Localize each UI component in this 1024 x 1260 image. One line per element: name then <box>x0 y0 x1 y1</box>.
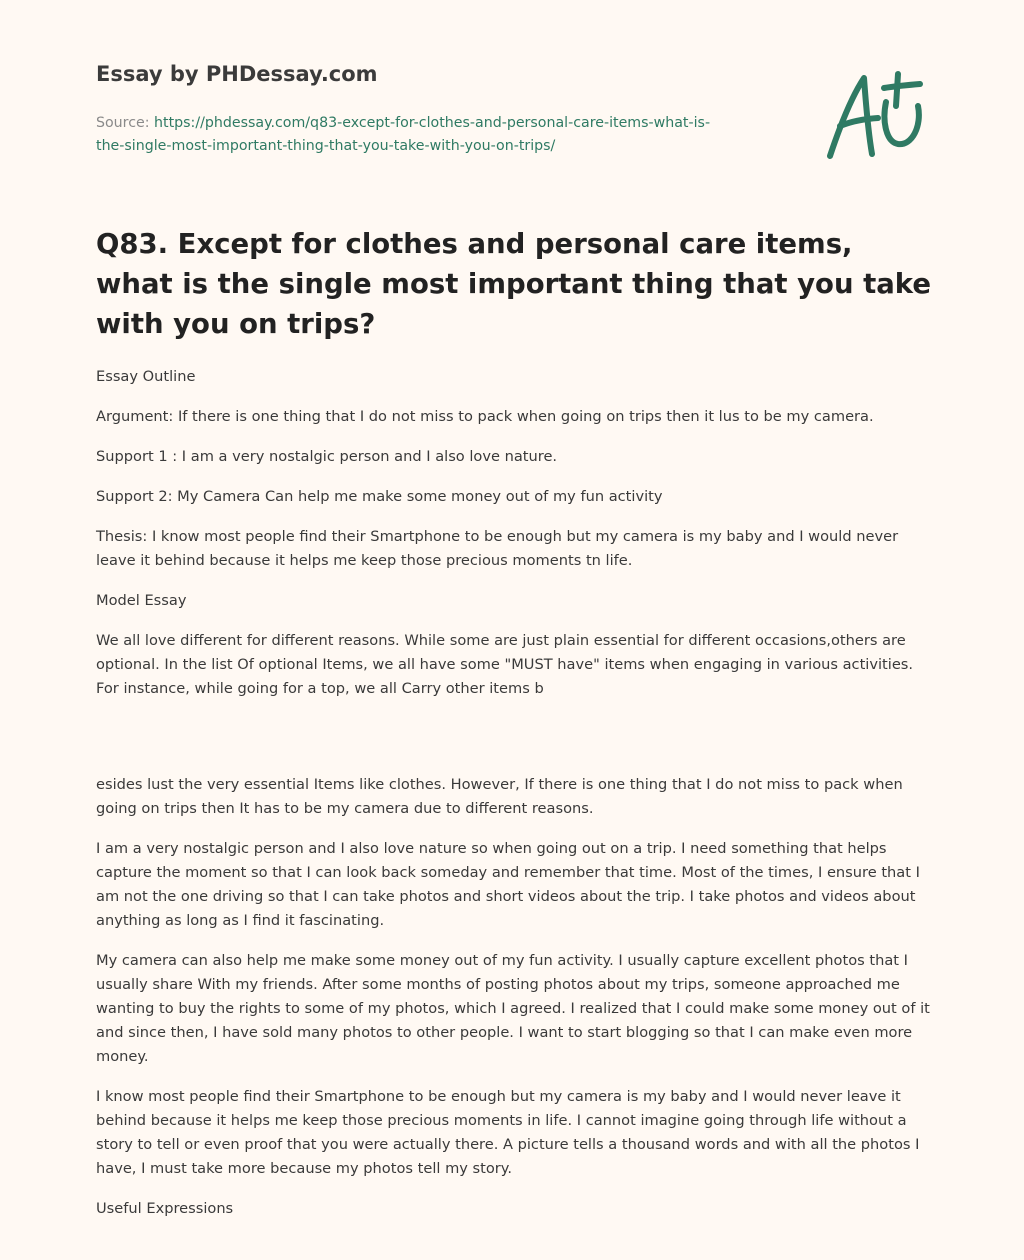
essay-paragraph-2: I am a very nostalgic person and I also love nature so when going out on a trip. I need something that helps capture the moment so that I can look back someday and remember that time. Most of the times, I ensure that I am not the one driving so that I can take photos and short videos about the trip. I take photos and videos about anything as long as I find it fascinating. <box>96 840 920 929</box>
source-line <box>96 112 796 158</box>
a-plus-grade-icon <box>822 66 930 166</box>
essay-paragraph-4: I know most people find their Smartphone to be enough but my camera is my baby and I would never leave it behind because it helps me keep those precious moments in life. I cannot imagine going through life without a story to tell or even proof that you were actually there. A picture tells a thousand words and with all the photos I have, I must take more because my photos tell my story. <box>96 1088 920 1177</box>
essay-paragraph-3: My camera can also help me make some money out of my fun activity. I usually capture excellent photos that I usually share With my friends. After some months of posting photos about my trips, someone approached me wanting to buy the rights to some of my photos, which I agreed. I realized that I could make some money out of it and since then, I have sold many photos to other people. I want to start blogging so that I can make even more money. <box>96 952 930 1065</box>
essay-paragraph-1b: esides lust the very essential Items like clothes. However, If there is one thing that I do not miss to pack when going on trips then It has to be my camera due to different reasons. <box>96 776 903 817</box>
page-break-gap <box>96 717 931 773</box>
outline-heading: Essay Outline <box>96 368 196 385</box>
essay-title: Q83. Except for clothes and personal care items, what is the single most important thing that you take with you on trips? <box>96 228 932 340</box>
source-link-line-2: the-single-most-important-thing-that-you-take-with-you-on-trips/ <box>96 138 556 154</box>
essay-body <box>96 365 931 1237</box>
outline-thesis: Thesis: I know most people find their Smartphone to be enough but my camera is my baby and I would never leave it behind because it helps me keep those precious moments tn life. <box>96 528 899 569</box>
site-brand: Essay by PHDessay.com <box>96 62 378 86</box>
model-essay-heading: Model Essay <box>96 592 187 609</box>
useful-expressions-heading: Useful Expressions <box>96 1200 234 1217</box>
outline-argument: Argument: If there is one thing that I do not miss to pack when going on trips then it lus to be my camera. <box>96 408 874 425</box>
source-link[interactable] <box>96 115 710 154</box>
source-link-line-1: https://phdessay.com/q83-except-for-clothes-and-personal-care-items-what-is- <box>154 115 711 131</box>
essay-paragraph-1a: We all love different for different reasons. While some are just plain essential for different occasions,others are optional. In the list Of optional Items, we all have some "MUST have" items when engaging in various activities. For instance, while going for a top, we all Carry other items b <box>96 632 914 697</box>
outline-support-1: Support 1 : I am a very nostalgic person and I also love nature. <box>96 448 558 465</box>
page-header <box>96 62 796 158</box>
source-label: Source: <box>96 115 150 131</box>
outline-support-2: Support 2: My Camera Can help me make some money out of my fun activity <box>96 488 663 505</box>
